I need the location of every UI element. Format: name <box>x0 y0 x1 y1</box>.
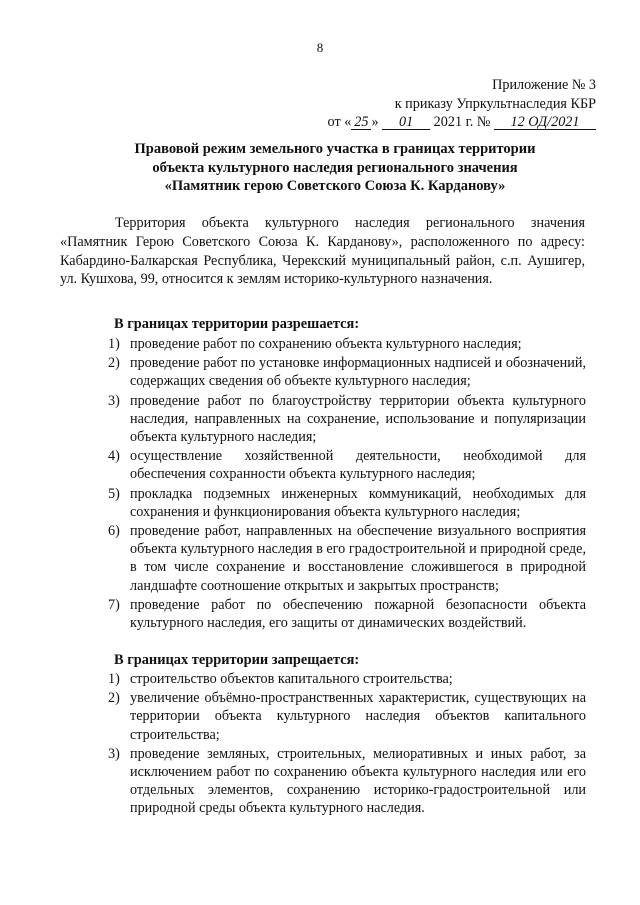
list-item <box>108 596 586 632</box>
list-item-text: прокладка подземных инженерных коммуникаций, необходимых для сохранения и функционирования объекта культурного наследия; <box>130 485 586 520</box>
list-item <box>108 335 586 353</box>
title-line-1: Правовой режим земельного участка в границах территории <box>134 141 536 157</box>
appendix-label: Приложение № 3 <box>492 77 596 93</box>
list-item-number: 6) <box>108 523 120 540</box>
order-reference: к приказу Упркультнаследия КБР <box>394 95 596 112</box>
list-item-number: 2) <box>108 690 120 707</box>
list-item-number: 7) <box>108 596 120 613</box>
forbidden-list <box>108 670 586 819</box>
list-item <box>108 354 586 390</box>
list-item-text: проведение работ, направленных на обеспечение визуального восприятия объекта культурного наследия в его градостроительной и природной среде, в том числе сохранение и восстановление сложившегося в природной ландшафте соотношение открытых и закрытых пространств; <box>130 523 586 594</box>
list-item <box>108 745 586 818</box>
list-item-number: 1) <box>108 336 120 352</box>
list-item-text: проведение земляных, строительных, мелиоративных и иных работ, за исключением работ по сохранению объекта культурного наследия или его отдельных элементов, сохранению историко-градостроительной или природной среды объекта культурного наследия. <box>130 745 586 817</box>
list-item-number: 4) <box>108 448 120 465</box>
list-item-number: 3) <box>108 392 120 409</box>
handwritten-month: 01 <box>382 115 430 130</box>
year-text: 2021 г. № <box>430 114 494 130</box>
order-date-line <box>328 113 596 132</box>
list-item-number: 3) <box>108 745 120 762</box>
list-item <box>108 689 586 744</box>
list-item-text: проведение работ по благоустройству территории объекта культурного наследия, направленных на сохранение, использование и популяризации объекта культурного наследия; <box>130 392 586 446</box>
title-line-2: объекта культурного наследия регионального значения <box>152 159 518 176</box>
date-prefix: от « <box>327 114 352 130</box>
list-item <box>108 392 586 447</box>
list-item-text: проведение работ по сохранению объекта культурного наследия; <box>130 336 522 352</box>
list-item-text: осуществление хозяйственной деятельности, необходимой для обеспечения сохранности объекта культурного наследия; <box>130 448 586 483</box>
handwritten-day: 25 <box>351 115 371 130</box>
list-item-number: 2) <box>108 355 120 372</box>
list-item-number: 5) <box>108 485 120 502</box>
allowed-list <box>108 335 586 633</box>
allowed-heading: В границах территории разрешается: <box>114 316 360 332</box>
page-number: 8 <box>316 40 324 55</box>
list-item-text: проведение работ по обеспечению пожарной безопасности объекта культурного наследия, его защиты от динамических воздействий. <box>130 596 586 632</box>
list-item <box>108 447 586 483</box>
intro-paragraph: Территория объекта культурного наследия регионального значения «Памятник Герою Советского Союза К. Карданову», расположенного по адресу: Кабардино-Балкарская Республика, Черекский муниципальный район, с.п. Аушигер, ул. Кушхова, 99, относится к землям историко-культурного назначения. <box>60 215 585 288</box>
list-item-text: увеличение объёмно-пространственных характеристик, существующих на территории объекта культурного наследия объектов капитального строительства; <box>130 690 586 743</box>
list-item-text: строительство объектов капитального строительства; <box>130 671 453 687</box>
list-item <box>108 522 586 595</box>
date-separator: » <box>371 114 383 130</box>
document-title <box>60 140 610 196</box>
list-item <box>108 670 586 688</box>
list-item-text: проведение работ по установке информационных надписей и обозначений, содержащих сведения об объекте культурного наследия; <box>130 355 586 390</box>
list-item <box>108 485 586 521</box>
title-line-3: «Памятник герою Советского Союза К. Карданову» <box>164 178 506 194</box>
list-item-number: 1) <box>108 671 120 687</box>
handwritten-order-number: 12 ОД/2021 <box>494 115 596 130</box>
forbidden-heading: В границах территории запрещается: <box>114 652 360 668</box>
document-header <box>328 76 596 132</box>
